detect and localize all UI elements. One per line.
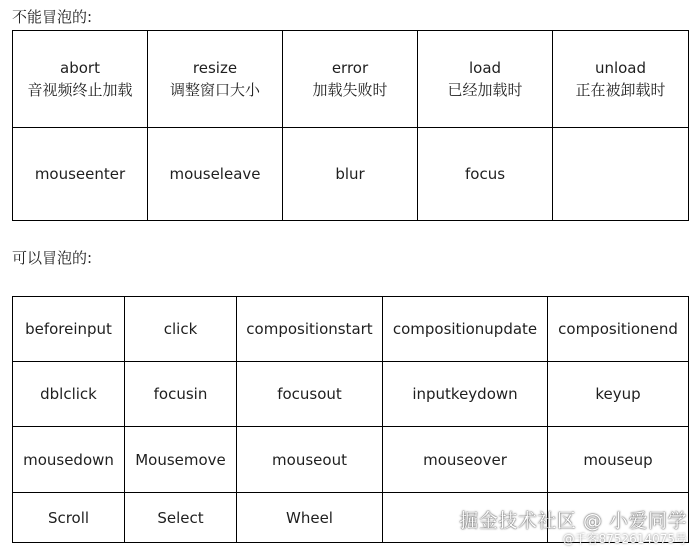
event-cell: keyup xyxy=(548,362,689,427)
section-title-non-bubbling: 不能冒泡的: xyxy=(12,8,93,26)
event-cell xyxy=(13,128,148,221)
event-cell: inputkeydown xyxy=(383,362,548,427)
event-cell xyxy=(148,31,283,128)
event-cell xyxy=(283,128,418,221)
table-row xyxy=(13,362,689,427)
event-name: resize xyxy=(192,59,238,77)
table-row xyxy=(13,493,689,543)
event-cell: Mousemove xyxy=(125,427,237,493)
event-cell: focusin xyxy=(125,362,237,427)
event-description: 调整窗口大小 xyxy=(169,81,260,99)
event-cell: compositionstart xyxy=(237,297,383,362)
event-cell xyxy=(548,493,689,543)
table-row xyxy=(13,297,689,362)
event-name: unload xyxy=(594,59,647,77)
event-name: focus xyxy=(464,165,506,183)
event-cell: beforeinput xyxy=(13,297,125,362)
event-cell xyxy=(283,31,418,128)
event-name: error xyxy=(331,59,369,77)
event-cell xyxy=(418,31,553,128)
event-name: mouseenter xyxy=(34,165,126,183)
event-description: 已经加载时 xyxy=(447,81,523,99)
event-cell: compositionupdate xyxy=(383,297,548,362)
event-cell xyxy=(148,128,283,221)
event-description: 加载失败时 xyxy=(312,81,388,99)
non-bubbling-events-table xyxy=(12,30,689,221)
table-row xyxy=(13,31,689,128)
event-cell: click xyxy=(125,297,237,362)
event-name: load xyxy=(468,59,502,77)
event-cell xyxy=(418,128,553,221)
event-cell: focusout xyxy=(237,362,383,427)
event-cell xyxy=(553,31,689,128)
event-description: 正在被卸载时 xyxy=(575,81,666,99)
event-cell: compositionend xyxy=(548,297,689,362)
event-name: blur xyxy=(335,165,365,183)
table-row xyxy=(13,128,689,221)
event-cell: Scroll xyxy=(13,493,125,543)
event-cell: mouseout xyxy=(237,427,383,493)
event-name: abort xyxy=(60,59,100,77)
event-cell: dblclick xyxy=(13,362,125,427)
event-cell xyxy=(383,493,548,543)
event-cell: Wheel xyxy=(237,493,383,543)
event-cell: Select xyxy=(125,493,237,543)
event-cell: mouseup xyxy=(548,427,689,493)
section-title-bubbling: 可以冒泡的: xyxy=(12,249,93,267)
watermark-subtext: @千客8752614075号 xyxy=(562,532,687,546)
watermark-text: 掘金技术社区 @ 小爱同学 xyxy=(459,510,687,532)
event-description: 音视频终止加载 xyxy=(27,81,133,99)
event-cell xyxy=(13,31,148,128)
bubbling-events-table xyxy=(12,296,689,543)
event-cell: mouseover xyxy=(383,427,548,493)
event-cell: mousedown xyxy=(13,427,125,493)
event-cell xyxy=(553,128,689,221)
table-row xyxy=(13,427,689,493)
event-name: mouseleave xyxy=(169,165,261,183)
